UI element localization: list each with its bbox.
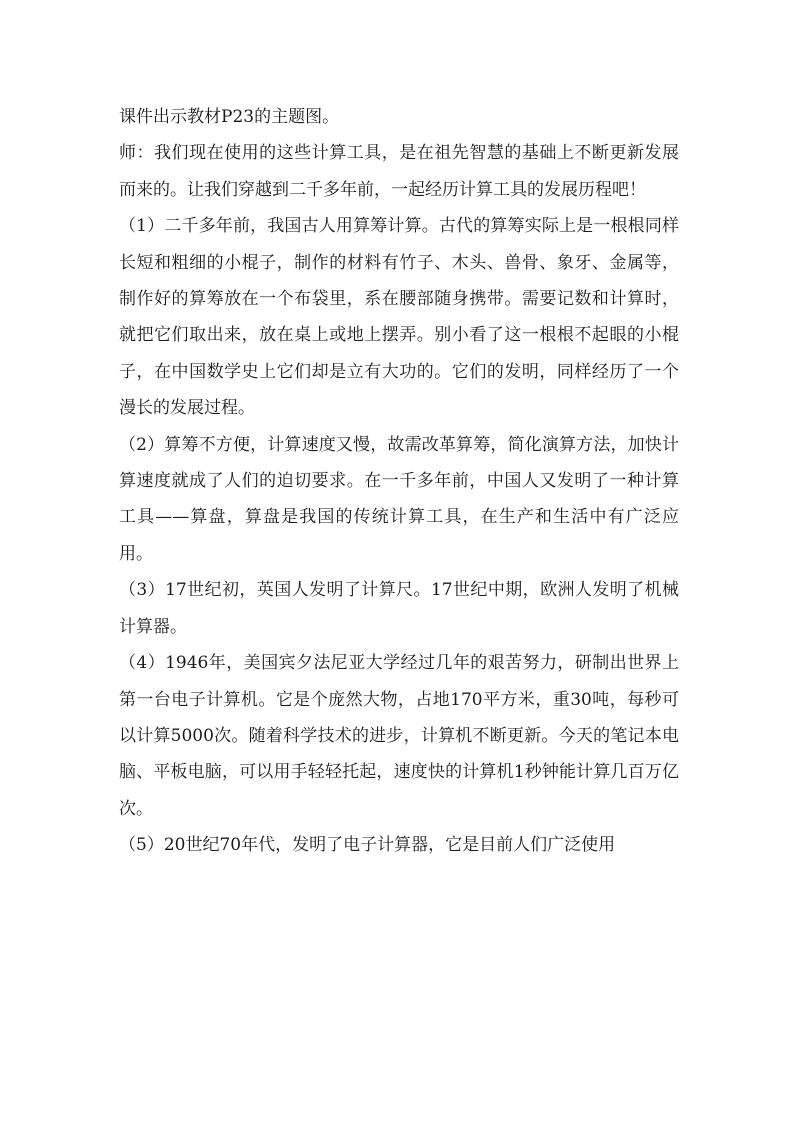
paragraph-calculator: （5）20世纪70年代，发明了电子计算器，它是目前人们广泛使用 — [119, 835, 616, 856]
paragraph-slide-rule: （3）17世纪初，英国人发明了计算尺。17世纪中期，欧洲人发明了机械计算器。 — [119, 580, 679, 637]
paragraph-courseware: 课件出示教材P23的主题图。 — [119, 107, 340, 127]
paragraph-teacher-intro: 师：我们现在使用的这些计算工具，是在祖先智慧的基础上不断更新发展而来的。让我们穿越到二千多年前，一起经历计算工具的发展历程吧！ — [119, 143, 679, 200]
paragraph-abacus: （2）算筹不方便，计算速度又慢，故需改革算筹，简化演算方法，加快计算速度就成了人们的迫切要求。在一千多年前，中国人又发明了一种计算工具——算盘，算盘是我国的传统计算工具，在生产和生活中有广泛应用。 — [119, 434, 679, 564]
paragraph-suanchou: （1）二千多年前，我国古人用算筹计算。古代的算筹实际上是一根根同样长短和粗细的小棍子，制作的材料有竹子、木头、兽骨、象牙、金属等，制作好的算筹放在一个布袋里，系在腰部随身携带。需要记数和计算时，就把它们取出来，放在桌上或地上摆弄。别小看了这一根根不起眼的小棍子，在中国数学史上它们却是立有大功的。它们的发明，同样经历了一个漫长的发展过程。 — [119, 216, 679, 419]
document-body — [119, 99, 679, 864]
paragraph-electronic-computer: （4）1946年，美国宾夕法尼亚大学经过几年的艰苦努力，研制出世界上第一台电子计算机。它是个庞然大物，占地170平方米，重30吨，每秒可以计算5000次。随着科学技术的进步，计算机不断更新。今天的笔记本电脑、平板电脑，可以用手轻轻托起，速度快的计算机1秒钟能计算几百万亿次。 — [119, 653, 679, 819]
